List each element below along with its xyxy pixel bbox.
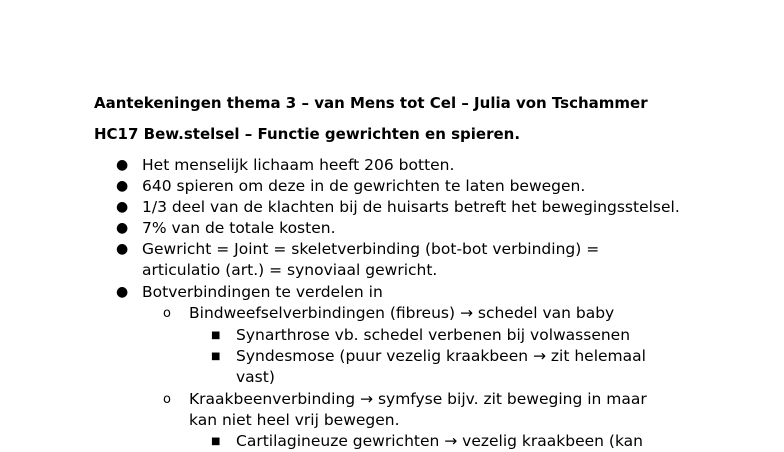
sub-sub-list-item-continuation: vast) (236, 368, 275, 386)
bullet-icon: ● (116, 199, 129, 215)
bullet-icon: ● (116, 284, 129, 300)
sub-sub-list-item: Syndesmose (puur vezelig kraakbeen → zit helemaal (236, 347, 646, 365)
list-item: 1/3 deel van de klachten bij de huisarts betreft het bewegingsstelsel. (142, 198, 680, 216)
sub-sub-list-item: Synarthrose vb. schedel verbenen bij volwassenen (236, 326, 631, 344)
list-item: Gewricht = Joint = skeletverbinding (bot-bot verbinding) = (142, 240, 600, 258)
square-bullet-icon: ■ (211, 330, 221, 341)
list-item: Botverbindingen te verdelen in (142, 283, 383, 301)
list-item: 640 spieren om deze in de gewrichten te laten bewegen. (142, 177, 586, 195)
sub-bullet-icon: o (163, 392, 171, 407)
sub-list-item: Kraakbeenverbinding → symfyse bijv. zit beweging in maar (189, 390, 647, 408)
sub-list-item: Bindweefselverbindingen (fibreus) → schedel van baby (189, 304, 615, 322)
square-bullet-icon: ■ (211, 351, 221, 362)
sub-bullet-icon: o (163, 306, 171, 321)
document-title: Aantekeningen thema 3 – van Mens tot Cel – Julia von Tschammer (94, 94, 648, 112)
sub-list-item-continuation: kan niet heel vrij bewegen. (189, 411, 400, 429)
list-item: 7% van de totale kosten. (142, 219, 336, 237)
sub-sub-list-item: Cartilagineuze gewrichten → vezelig kraakbeen (kan (236, 432, 643, 450)
bullet-icon: ● (116, 241, 129, 257)
bullet-icon: ● (116, 157, 129, 173)
list-item-continuation: articulatio (art.) = synoviaal gewricht. (142, 261, 438, 279)
square-bullet-icon: ■ (211, 436, 221, 447)
bullet-icon: ● (116, 220, 129, 236)
bullet-icon: ● (116, 178, 129, 194)
section-heading: HC17 Bew.stelsel – Functie gewrichten en spieren. (94, 125, 521, 143)
list-item: Het menselijk lichaam heeft 206 botten. (142, 156, 455, 174)
